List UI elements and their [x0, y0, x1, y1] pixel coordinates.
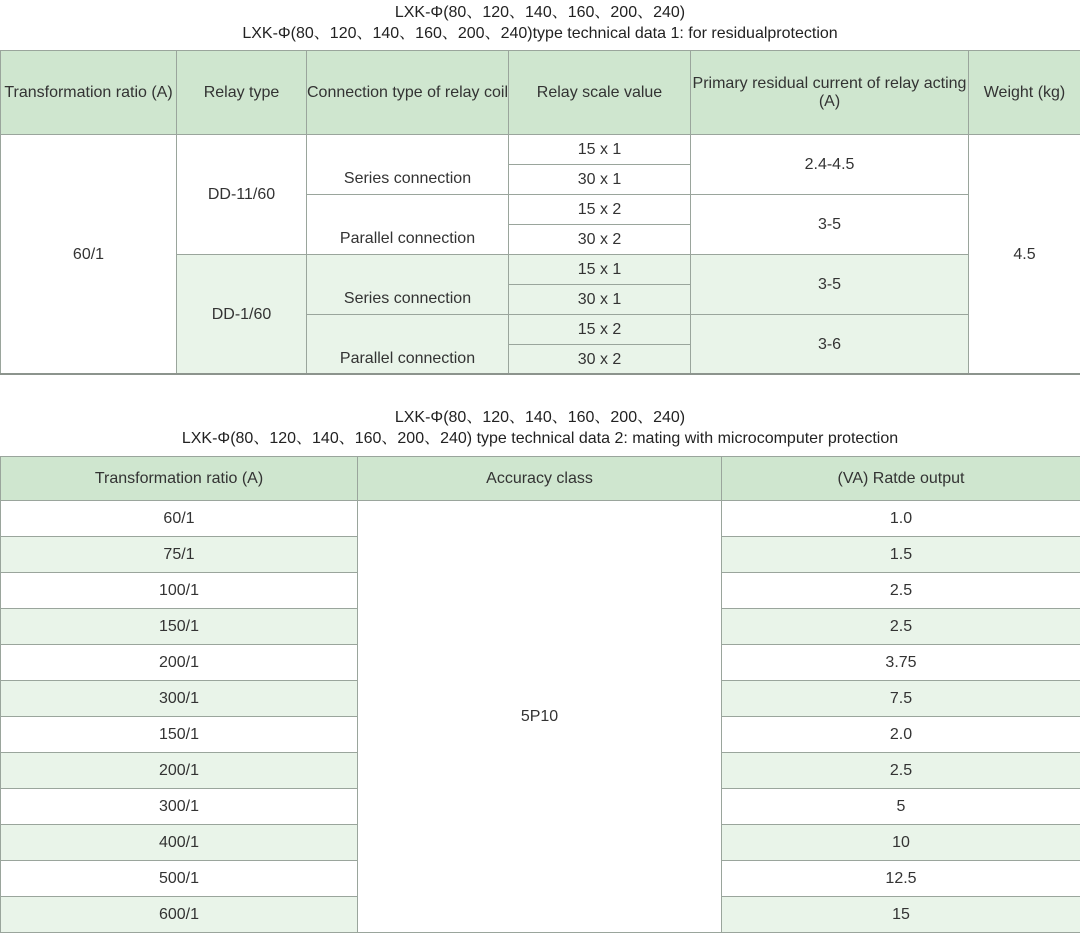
cell-relay-type-1: DD-11/60 — [177, 135, 307, 255]
microcomputer-protection-table — [0, 456, 1080, 933]
table2-title-line2: LXK-Φ(80、120、140、160、200、240) type technical data 2: mating with microcomputer protection — [181, 430, 899, 447]
cell-scale: 30 x 2 — [509, 345, 691, 375]
row-output: 10 — [722, 825, 1080, 861]
header-connection-type: Connection type of relay coil — [307, 51, 509, 135]
row-ratio: 150/1 — [1, 609, 358, 645]
row-ratio: 200/1 — [1, 753, 358, 789]
cell-relay-type-2: DD-1/60 — [177, 255, 307, 375]
cell-connection-3: Series connection — [307, 255, 509, 315]
row-output: 2.5 — [722, 753, 1080, 789]
header-relay-scale: Relay scale value — [509, 51, 691, 135]
row-output: 1.0 — [722, 501, 1080, 537]
residual-protection-table — [0, 50, 1080, 375]
header-accuracy-class: Accuracy class — [358, 457, 722, 501]
cell-connection-4: Parallel connection — [307, 315, 509, 375]
row-ratio: 100/1 — [1, 573, 358, 609]
row-output: 1.5 — [722, 537, 1080, 573]
row-output: 7.5 — [722, 681, 1080, 717]
cell-residual-3: 3-5 — [691, 255, 969, 315]
table2-title-line1: LXK-Φ(80、120、140、160、200、240) — [394, 409, 686, 426]
row-ratio: 600/1 — [1, 897, 358, 933]
header-rated-output: (VA) Ratde output — [722, 457, 1080, 501]
divider-line — [0, 373, 1080, 375]
header-relay-type: Relay type — [177, 51, 307, 135]
table1-title-line2: LXK-Φ(80、120、140、160、200、240)type technical data 1: for residualprotection — [242, 25, 838, 42]
cell-connection-1: Series connection — [307, 135, 509, 195]
row-output: 2.0 — [722, 717, 1080, 753]
row-ratio: 200/1 — [1, 645, 358, 681]
row-ratio: 300/1 — [1, 681, 358, 717]
cell-residual-1: 2.4-4.5 — [691, 135, 969, 195]
cell-scale: 15 x 1 — [509, 255, 691, 285]
cell-scale: 30 x 1 — [509, 165, 691, 195]
row-ratio: 60/1 — [1, 501, 358, 537]
row-output: 12.5 — [722, 861, 1080, 897]
header-transformation-ratio: Transformation ratio (A) — [1, 51, 177, 135]
row-ratio: 400/1 — [1, 825, 358, 861]
header-residual-current: Primary residual current of relay acting (A) — [691, 51, 969, 135]
cell-ratio-60-1: 60/1 — [1, 135, 177, 375]
cell-scale: 15 x 1 — [509, 135, 691, 165]
cell-scale: 30 x 2 — [509, 225, 691, 255]
cell-residual-2: 3-5 — [691, 195, 969, 255]
row-output: 15 — [722, 897, 1080, 933]
cell-scale: 30 x 1 — [509, 285, 691, 315]
row-output: 2.5 — [722, 609, 1080, 645]
cell-residual-4: 3-6 — [691, 315, 969, 375]
row-output: 5 — [722, 789, 1080, 825]
row-ratio: 300/1 — [1, 789, 358, 825]
row-output: 3.75 — [722, 645, 1080, 681]
row-ratio: 500/1 — [1, 861, 358, 897]
cell-scale: 15 x 2 — [509, 315, 691, 345]
cell-connection-2: Parallel connection — [307, 195, 509, 255]
row-ratio: 150/1 — [1, 717, 358, 753]
header-weight: Weight (kg) — [969, 51, 1080, 135]
cell-scale: 15 x 2 — [509, 195, 691, 225]
cell-accuracy-class: 5P10 — [358, 501, 722, 933]
row-output: 2.5 — [722, 573, 1080, 609]
table1-title-line1: LXK-Φ(80、120、140、160、200、240) — [394, 4, 686, 21]
header-ratio: Transformation ratio (A) — [1, 457, 358, 501]
cell-weight: 4.5 — [969, 135, 1080, 375]
row-ratio: 75/1 — [1, 537, 358, 573]
